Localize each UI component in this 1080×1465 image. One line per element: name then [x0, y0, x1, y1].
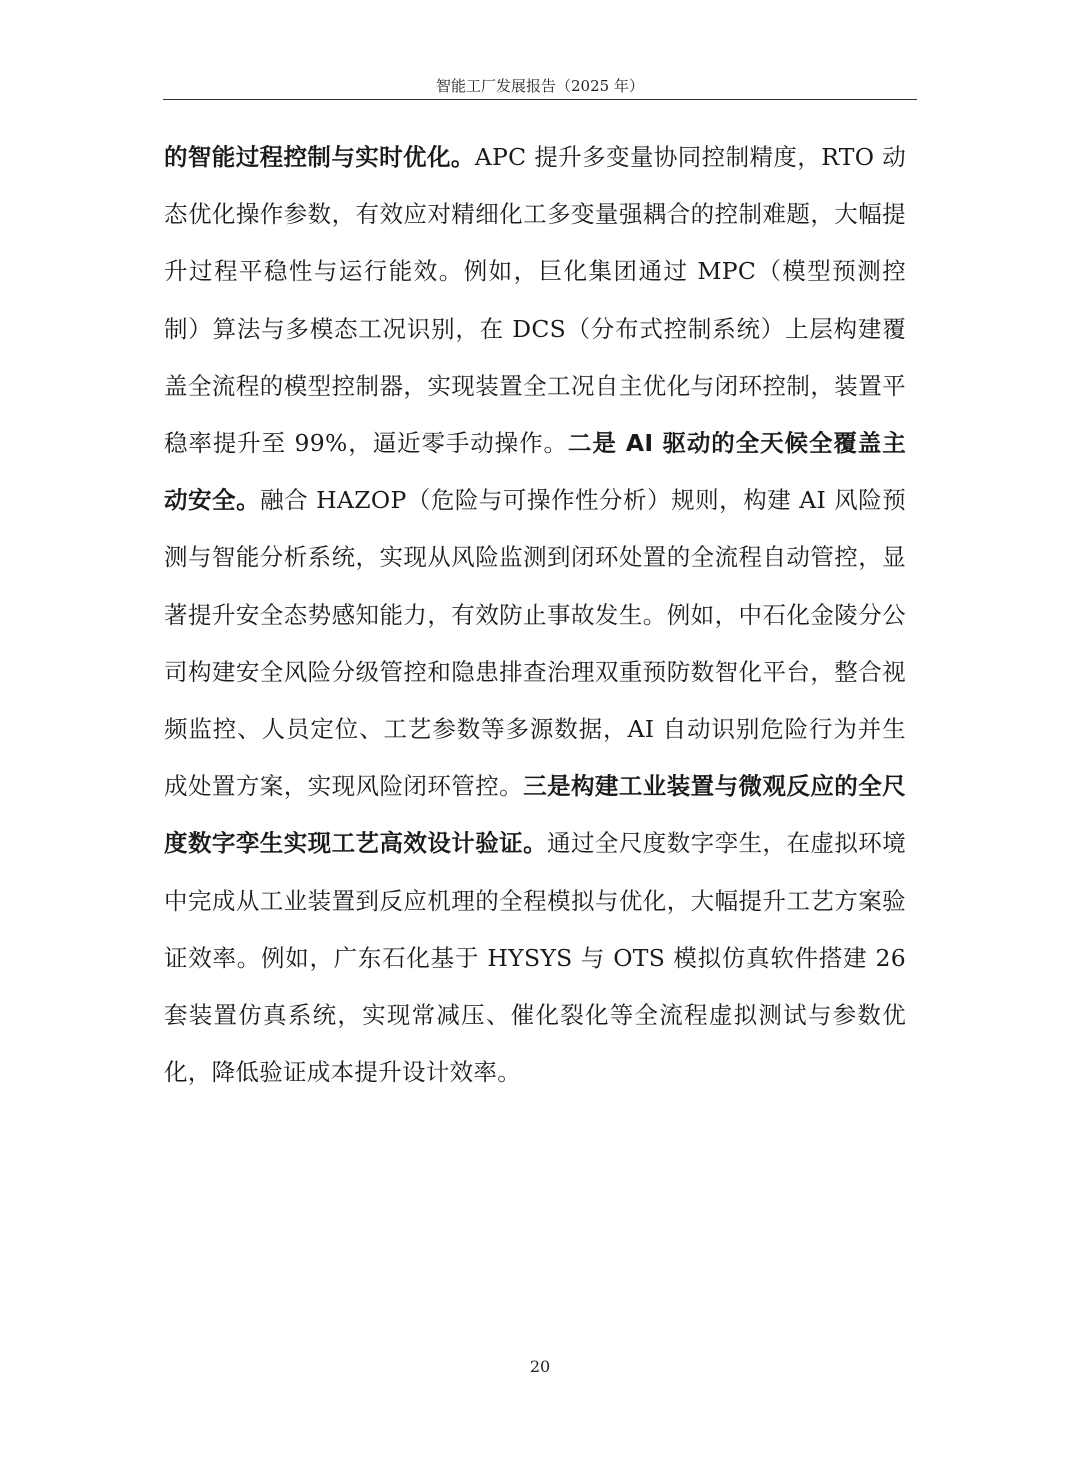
page-header: 智能工厂发展报告（2025 年） [436, 77, 644, 95]
header-divider [163, 99, 917, 100]
paragraph-text-apc-rto: APC 提升多变量协同控制精度，RTO 动态优化操作参数，有效应对精细化工多变量强耦合的控制难题，大幅提升过程平稳性与运行能效。例如，巨化集团通过 MPC（模型预测控制）算法与多模态工况识别，在 DCS（分布式控制系统）上层构建覆盖全流程的模型控制器，实现装置全工况自主优化与闭环控制，装置平稳率提升至 99%，逼近零手动操作。 [164, 143, 906, 458]
bold-heading-intelligent-control: 的智能过程控制与实时优化。 [164, 143, 475, 171]
paragraph-text-digital-twin: 通过全尺度数字孪生，在虚拟环境中完成从工业装置到反应机理的全程模拟与优化，大幅提升工艺方案验证效率。例如，广东石化基于 HYSYS 与 OTS 模拟仿真软件搭建 26 套装置仿真系统，实现常减压、催化裂化等全流程虚拟测试与参数优化，降低验证成本提升设计效率。 [164, 829, 907, 1087]
paragraph-text-hazop: 融合 HAZOP（危险与可操作性分析）规则，构建 AI 风险预测与智能分析系统，实现从风险监测到闭环处置的全流程自动管控，显著提升安全态势感知能力，有效防止事故发生。例如，中石化金陵分公司构建安全风险分级管控和隐患排查治理双重预防数智化平台，整合视频监控、人员定位、工艺参数等多源数据，AI 自动识别危险行为并生成处置方案，实现风险闭环管控。 [164, 486, 906, 801]
page-number: 20 [529, 1357, 551, 1376]
body-paragraph [164, 129, 906, 1101]
bold-heading-ai-safety: 二是 AI 驱动的全天候全覆盖主动安全。 [164, 429, 906, 515]
bold-heading-digital-twin: 三是构建工业装置与微观反应的全尺度数字孪生实现工艺高效设计验证。 [164, 772, 906, 858]
